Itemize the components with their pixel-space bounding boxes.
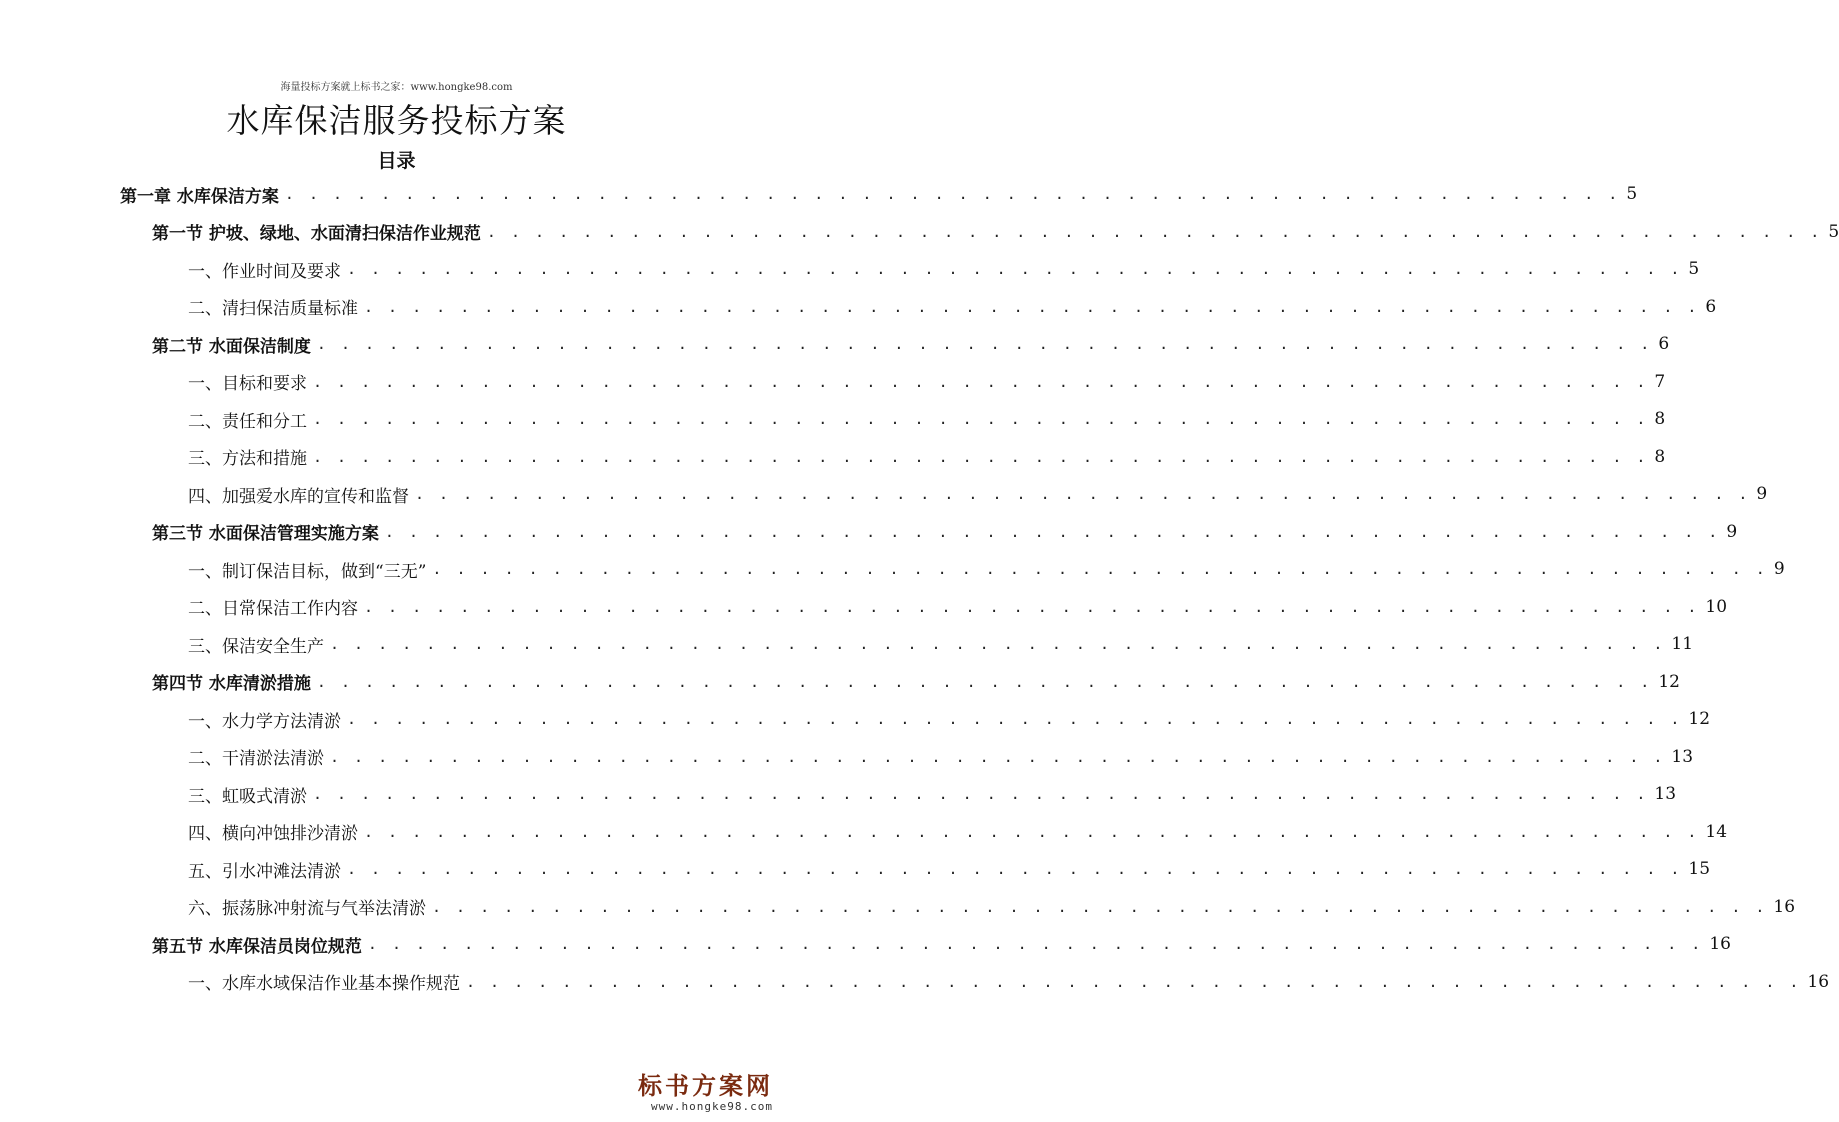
toc-entry[interactable]: [188, 814, 1728, 850]
toc-entry-page: 12: [1658, 671, 1680, 692]
toc-dot-leader: . . . . . . . . . . . . . . . . . . . . . . . . . . . . . . . . . . . . . . . . . . . . . . . . . . . . . . . .: [313, 410, 1649, 428]
toc-entry-label: 二、清扫保洁质量标准: [188, 299, 358, 319]
toc-dot-leader: . . . . . . . . . . . . . . . . . . . . . . . . . . . . . . . . . . . . . . . . . . . . . . . . . . . . . . . .: [347, 260, 1683, 278]
toc-entry-page: 11: [1671, 634, 1694, 654]
toc-entry-page: 16: [1709, 934, 1731, 954]
toc-entry-page: 9: [1756, 484, 1768, 504]
toc-dot-leader: . . . . . . . . . . . . . . . . . . . . . . . . . . . . . . . . . . . . . . . . . . . . . . . . . . . . . . . .: [313, 372, 1649, 391]
toc-entry-label: 第一章 水库保洁方案: [120, 186, 279, 207]
toc-entry[interactable]: [188, 476, 1768, 512]
toc-entry-label: 第三节 水面保洁管理实施方案: [152, 524, 379, 544]
toc-entry[interactable]: [188, 251, 1700, 287]
toc-entry-label: 一、作业时间及要求: [188, 261, 341, 282]
toc-entry-page: 6: [1658, 334, 1670, 354]
toc-dot-leader: . . . . . . . . . . . . . . . . . . . . . . . . . . . . . . . . . . . . . . . . . . . . . . . . . . . . . . . .: [364, 297, 1700, 316]
toc-entry-label: 三、方法和措施: [188, 449, 307, 469]
toc-entry-page: 6: [1705, 296, 1717, 317]
toc-entry-label: 三、保洁安全生产: [188, 636, 324, 657]
toc-dot-leader: . . . . . . . . . . . . . . . . . . . . . . . . . . . . . . . . . . . . . . . . . . . . . . . . . . . . . . . .: [432, 560, 1768, 578]
toc-entry[interactable]: [152, 926, 1731, 962]
toc-entry[interactable]: [152, 514, 1738, 550]
toc-dot-leader: . . . . . . . . . . . . . . . . . . . . . . . . . . . . . . . . . . . . . . . . . . . . . . . . . . . . . . . .: [330, 635, 1666, 653]
toc-heading: 目录: [377, 150, 416, 172]
toc-dot-leader: . . . . . . . . . . . . . . . . . . . . . . . . . . . . . . . . . . . . . . . . . . . . . . . . . . . . . . . .: [347, 710, 1683, 728]
toc-dot-leader: . . . . . . . . . . . . . . . . . . . . . . . . . . . . . . . . . . . . . . . . . . . . . . . . . . . . . . . .: [316, 335, 1653, 353]
toc-entry-label: 三、虹吸式清淤: [188, 786, 307, 807]
toc-dot-leader: . . . . . . . . . . . . . . . . . . . . . . . . . . . . . . . . . . . . . . . . . . . . . . . . . . . . . . . .: [415, 485, 1751, 503]
toc-entry-page: 8: [1654, 409, 1666, 429]
toc-dot-leader: . . . . . . . . . . . . . . . . . . . . . . . . . . . . . . . . . . . . . . . . . . . . . . . . . . . . . . . .: [432, 897, 1768, 916]
toc-entry[interactable]: [188, 851, 1711, 887]
toc-entry[interactable]: [188, 701, 1711, 737]
toc-dot-leader: . . . . . . . . . . . . . . . . . . . . . . . . . . . . . . . . . . . . . . . . . . . . . . . . . . . . . . . .: [466, 972, 1802, 991]
toc-entry[interactable]: [188, 364, 1666, 400]
toc-entry-page: 5: [1626, 184, 1638, 204]
toc-entry-page: 7: [1654, 371, 1666, 392]
toc-entry[interactable]: [188, 289, 1717, 325]
toc-dot-leader: . . . . . . . . . . . . . . . . . . . . . . . . . . . . . . . . . . . . . . . . . . . . . . . . . . . . . . . .: [313, 785, 1649, 803]
toc-dot-leader: . . . . . . . . . . . . . . . . . . . . . . . . . . . . . . . . . . . . . . . . . . . . . . . . . . . . . . . .: [330, 747, 1666, 766]
toc-entry[interactable]: [188, 401, 1666, 437]
toc-entry-page: 16: [1773, 896, 1796, 917]
logo-text: 标书方案网: [638, 1072, 773, 1100]
toc-entry-page: 16: [1807, 971, 1830, 992]
toc-dot-leader: . . . . . . . . . . . . . . . . . . . . . . . . . . . . . . . . . . . . . . . . . . . . . . . . . . . . . . . .: [367, 935, 1704, 953]
toc-entry-page: 14: [1705, 821, 1728, 842]
toc-entry-page: 13: [1671, 746, 1694, 767]
toc-dot-leader: . . . . . . . . . . . . . . . . . . . . . . . . . . . . . . . . . . . . . . . . . . . . . . . . . . . . . . . .: [284, 185, 1621, 203]
toc-entry-label: 第二节 水面保洁制度: [152, 336, 311, 357]
toc-dot-leader: . . . . . . . . . . . . . . . . . . . . . . . . . . . . . . . . . . . . . . . . . . . . . . . . . . . . . . . .: [316, 672, 1653, 691]
toc-entry-label: 六、振荡脉冲射流与气举法清淤: [188, 899, 426, 919]
toc-dot-leader: . . . . . . . . . . . . . . . . . . . . . . . . . . . . . . . . . . . . . . . . . . . . . . . . . . . . . . . .: [384, 522, 1721, 541]
toc-entry-page: 9: [1726, 521, 1738, 542]
toc-entry[interactable]: [188, 739, 1694, 775]
toc-dot-leader: . . . . . . . . . . . . . . . . . . . . . . . . . . . . . . . . . . . . . . . . . . . . . . . . . . . . . . . .: [313, 447, 1649, 466]
header-note: 海量投标方案就上标书之家：www.hongke98.com: [280, 82, 513, 93]
toc-entry-label: 一、制订保洁目标，做到“三无”: [188, 561, 427, 582]
toc-entry[interactable]: [188, 889, 1796, 925]
toc-entry-page: 9: [1773, 559, 1785, 579]
toc-entry-label: 二、干清淤法清淤: [188, 749, 324, 769]
toc-entry[interactable]: [188, 439, 1666, 475]
toc-entry-label: 五、引水冲滩法清淤: [188, 861, 341, 882]
toc-entry-label: 一、水库水域保洁作业基本操作规范: [188, 974, 460, 994]
toc-entry-label: 四、加强爱水库的宣传和监督: [188, 486, 409, 507]
toc-entry-page: 15: [1688, 859, 1711, 879]
toc-entry[interactable]: [188, 964, 1830, 1000]
toc-dot-leader: . . . . . . . . . . . . . . . . . . . . . . . . . . . . . . . . . . . . . . . . . . . . . . . . . . . . . . . .: [364, 822, 1700, 841]
toc-entry[interactable]: [188, 776, 1677, 812]
logo-url: www.hongke98.com: [651, 1100, 773, 1113]
toc-entry-page: 5: [1828, 221, 1839, 242]
toc-entry-label: 一、目标和要求: [188, 374, 307, 394]
toc-entry[interactable]: [188, 589, 1728, 625]
toc-dot-leader: . . . . . . . . . . . . . . . . . . . . . . . . . . . . . . . . . . . . . . . . . . . . . . . . . . . . . . . .: [364, 597, 1700, 616]
toc-entry[interactable]: [152, 214, 1839, 250]
toc-entry[interactable]: [120, 176, 1638, 212]
toc-entry-page: 8: [1654, 446, 1666, 467]
toc-entry[interactable]: [188, 551, 1785, 587]
toc-entry-label: 一、水力学方法清淤: [188, 711, 341, 732]
toc-entry-page: 13: [1654, 784, 1677, 804]
document-title: 水库保洁服务投标方案: [226, 101, 567, 140]
toc-entry[interactable]: [152, 664, 1680, 700]
toc-entry-label: 第一节 护坡、绿地、水面清扫保洁作业规范: [152, 224, 481, 244]
toc-entry-page: 12: [1688, 709, 1711, 729]
toc-entry-label: 第五节 水库保洁员岗位规范: [152, 936, 362, 957]
toc-entry[interactable]: [188, 626, 1694, 662]
toc-entry-page: 10: [1705, 596, 1728, 617]
toc-dot-leader: . . . . . . . . . . . . . . . . . . . . . . . . . . . . . . . . . . . . . . . . . . . . . . . . . . . . . . . .: [347, 860, 1683, 878]
toc-entry-label: 四、横向冲蚀排沙清淤: [188, 824, 358, 844]
toc-dot-leader: . . . . . . . . . . . . . . . . . . . . . . . . . . . . . . . . . . . . . . . . . . . . . . . . . . . . . . . .: [486, 222, 1823, 241]
toc-entry[interactable]: [152, 326, 1670, 362]
toc-entry-label: 二、责任和分工: [188, 411, 307, 432]
site-logo: [613, 1072, 773, 1113]
toc-entry-label: 二、日常保洁工作内容: [188, 599, 358, 619]
toc-entry-page: 5: [1688, 259, 1700, 279]
toc-entry-label: 第四节 水库清淤措施: [152, 674, 311, 694]
